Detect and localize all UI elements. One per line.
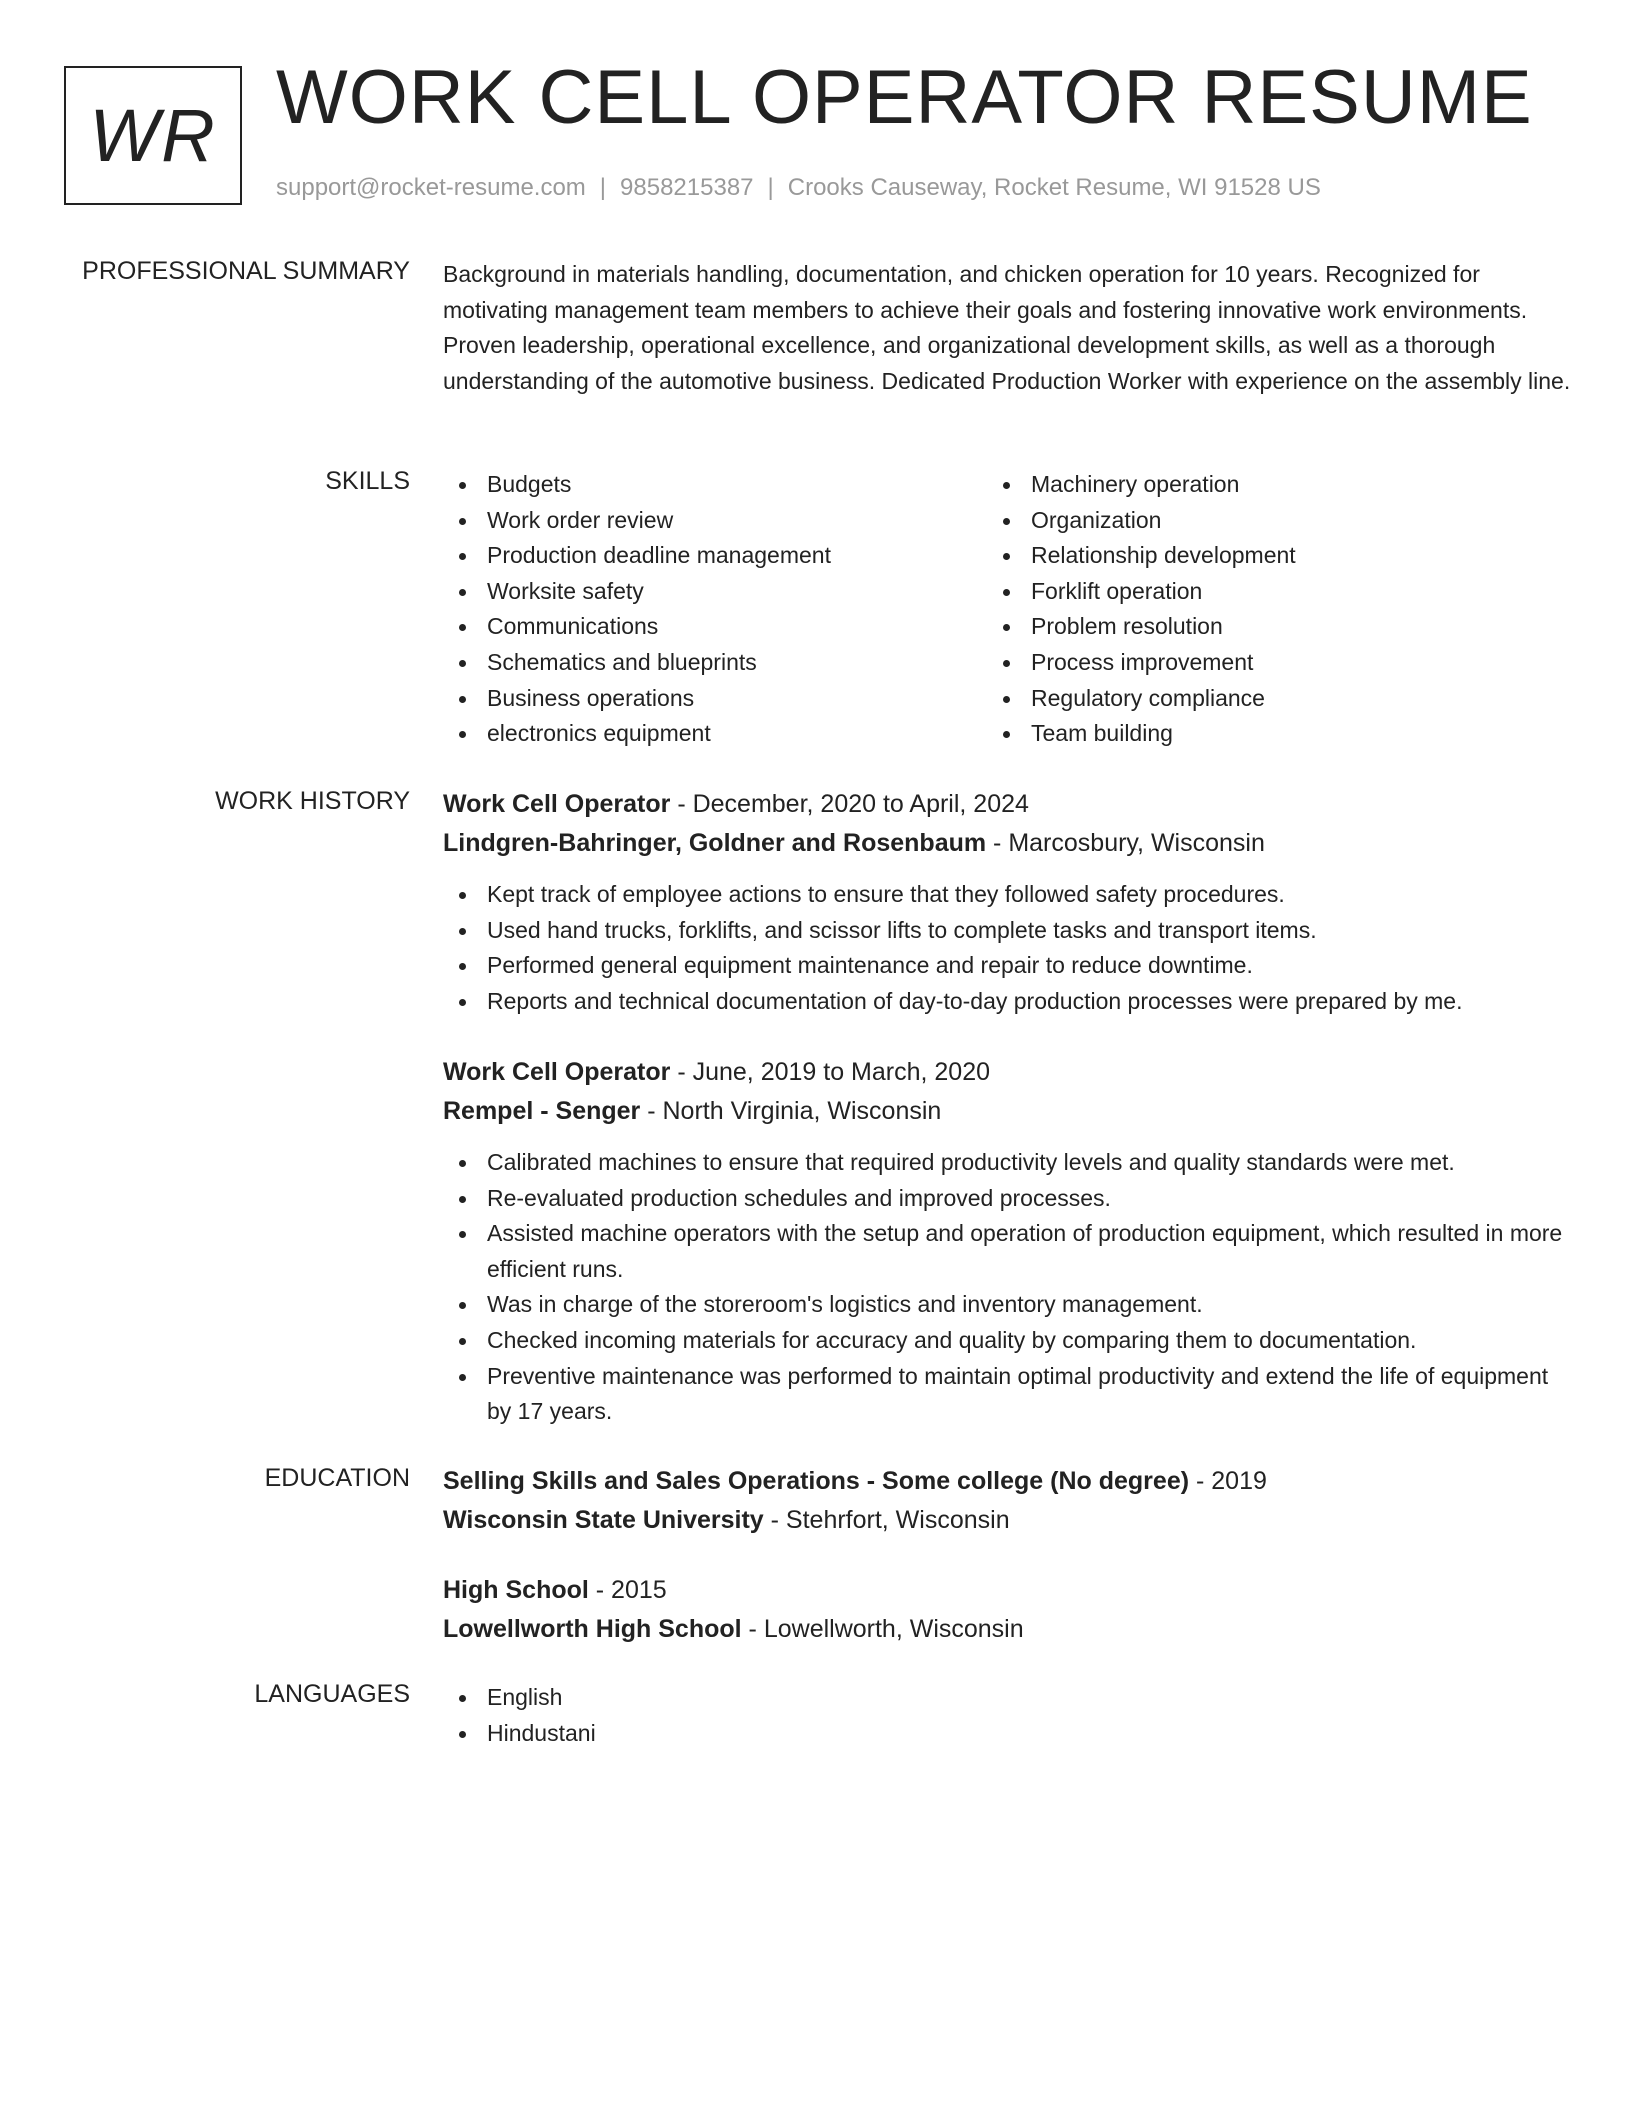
job-duties (443, 877, 1573, 1019)
language-item: Hindustani (443, 1716, 1573, 1752)
skill-item: Team building (987, 716, 1527, 752)
job-duty: Assisted machine operators with the setup and operation of production equipment, which resulted in more efficient runs. (443, 1216, 1573, 1287)
skill-item: Process improvement (987, 645, 1527, 681)
education-degree: High School (443, 1576, 589, 1604)
job-duty: Reports and technical documentation of day-to-day production processes were prepared by me. (443, 984, 1573, 1020)
job-duty: Kept track of employee actions to ensure that they followed safety procedures. (443, 877, 1573, 913)
education-entry (443, 1462, 1573, 1540)
skill-item: Worksite safety (443, 574, 983, 610)
skill-item: electronics equipment (443, 716, 983, 752)
contact-separator: | (599, 174, 607, 201)
job-duty: Performed general equipment maintenance and repair to reduce downtime. (443, 948, 1573, 984)
job-location: - Marcosbury, Wisconsin (986, 829, 1265, 857)
job-company-line (443, 1092, 1573, 1131)
education-school: Wisconsin State University (443, 1506, 764, 1534)
job-company: Rempel - Senger (443, 1097, 641, 1125)
contact-email[interactable]: support@rocket-resume.com (276, 174, 586, 201)
skills-list-left (443, 467, 983, 752)
job-duty: Calibrated machines to ensure that required productivity levels and quality standards were met. (443, 1145, 1573, 1181)
job-company-line (443, 824, 1573, 863)
skill-item: Regulatory compliance (987, 681, 1527, 717)
job-duties (443, 1145, 1573, 1430)
work-history-heading: WORK HISTORY (215, 787, 410, 815)
skill-item: Work order review (443, 503, 983, 539)
education-location: - Stehrfort, Wisconsin (763, 1506, 1010, 1534)
job-dates: - December, 2020 to April, 2024 (670, 790, 1029, 818)
contact-address: Crooks Causeway, Rocket Resume, WI 91528 US (787, 174, 1321, 201)
skill-item: Communications (443, 609, 983, 645)
resume-title: WORK CELL OPERATOR RESUME (276, 55, 1533, 140)
education-year: - 2015 (588, 1576, 667, 1604)
skills-list-right (987, 467, 1527, 752)
language-item: English (443, 1680, 1573, 1716)
skill-item: Organization (987, 503, 1527, 539)
contact-line (276, 174, 1321, 202)
contact-separator: | (767, 174, 774, 201)
job-title: Work Cell Operator (443, 1058, 671, 1086)
skill-item: Budgets (443, 467, 983, 503)
education-heading: EDUCATION (264, 1464, 410, 1492)
job-title-line (443, 1053, 1573, 1092)
summary-text: Background in materials handling, documentation, and chicken operation for 10 years. Recognized for motivating management team members to achieve their goals and fostering innovative work environments. Proven leadership, operational excellence, and organizational development skills, as well as a thorough understanding of the automotive business. Dedicated Production Worker with experience on the assembly line. (443, 261, 1571, 394)
skills-heading: SKILLS (325, 467, 410, 495)
monogram-logo: WR (64, 66, 242, 205)
job-duty: Was in charge of the storeroom's logistics and inventory management. (443, 1287, 1573, 1323)
education-year: - 2019 (1189, 1467, 1267, 1495)
education-degree-line (443, 1571, 1573, 1610)
contact-phone: 9858215387 (620, 174, 754, 201)
job-title-line (443, 785, 1573, 824)
skill-item: Forklift operation (987, 574, 1527, 610)
education-school-line (443, 1610, 1573, 1649)
education-degree-line (443, 1462, 1573, 1501)
education-degree: Selling Skills and Sales Operations - Some college (No degree) (443, 1467, 1190, 1495)
education-location: - Lowellworth, Wisconsin (741, 1615, 1024, 1643)
languages-list (443, 1680, 1573, 1751)
education-school-line (443, 1501, 1573, 1540)
skill-item: Business operations (443, 681, 983, 717)
languages-heading: LANGUAGES (254, 1680, 410, 1708)
education-entry (443, 1571, 1573, 1649)
skill-item: Problem resolution (987, 609, 1527, 645)
job-location: - North Virginia, Wisconsin (640, 1097, 942, 1125)
job-duty: Checked incoming materials for accuracy and quality by comparing them to documentation. (443, 1323, 1573, 1359)
job-entry (443, 1053, 1573, 1430)
job-duty: Re-evaluated production schedules and improved processes. (443, 1181, 1573, 1217)
skill-item: Machinery operation (987, 467, 1527, 503)
job-duty: Preventive maintenance was performed to maintain optimal productivity and extend the life of equipment by 17 years. (443, 1359, 1573, 1430)
job-title: Work Cell Operator (443, 790, 671, 818)
education-school: Lowellworth High School (443, 1615, 742, 1643)
job-company: Lindgren-Bahringer, Goldner and Rosenbaum (443, 829, 987, 857)
summary-heading: PROFESSIONAL SUMMARY (82, 257, 410, 285)
skill-item: Schematics and blueprints (443, 645, 983, 681)
job-entry (443, 785, 1573, 1019)
skill-item: Production deadline management (443, 538, 983, 574)
job-dates: - June, 2019 to March, 2020 (670, 1058, 991, 1086)
skill-item: Relationship development (987, 538, 1527, 574)
job-duty: Used hand trucks, forklifts, and scissor lifts to complete tasks and transport items. (443, 913, 1573, 949)
